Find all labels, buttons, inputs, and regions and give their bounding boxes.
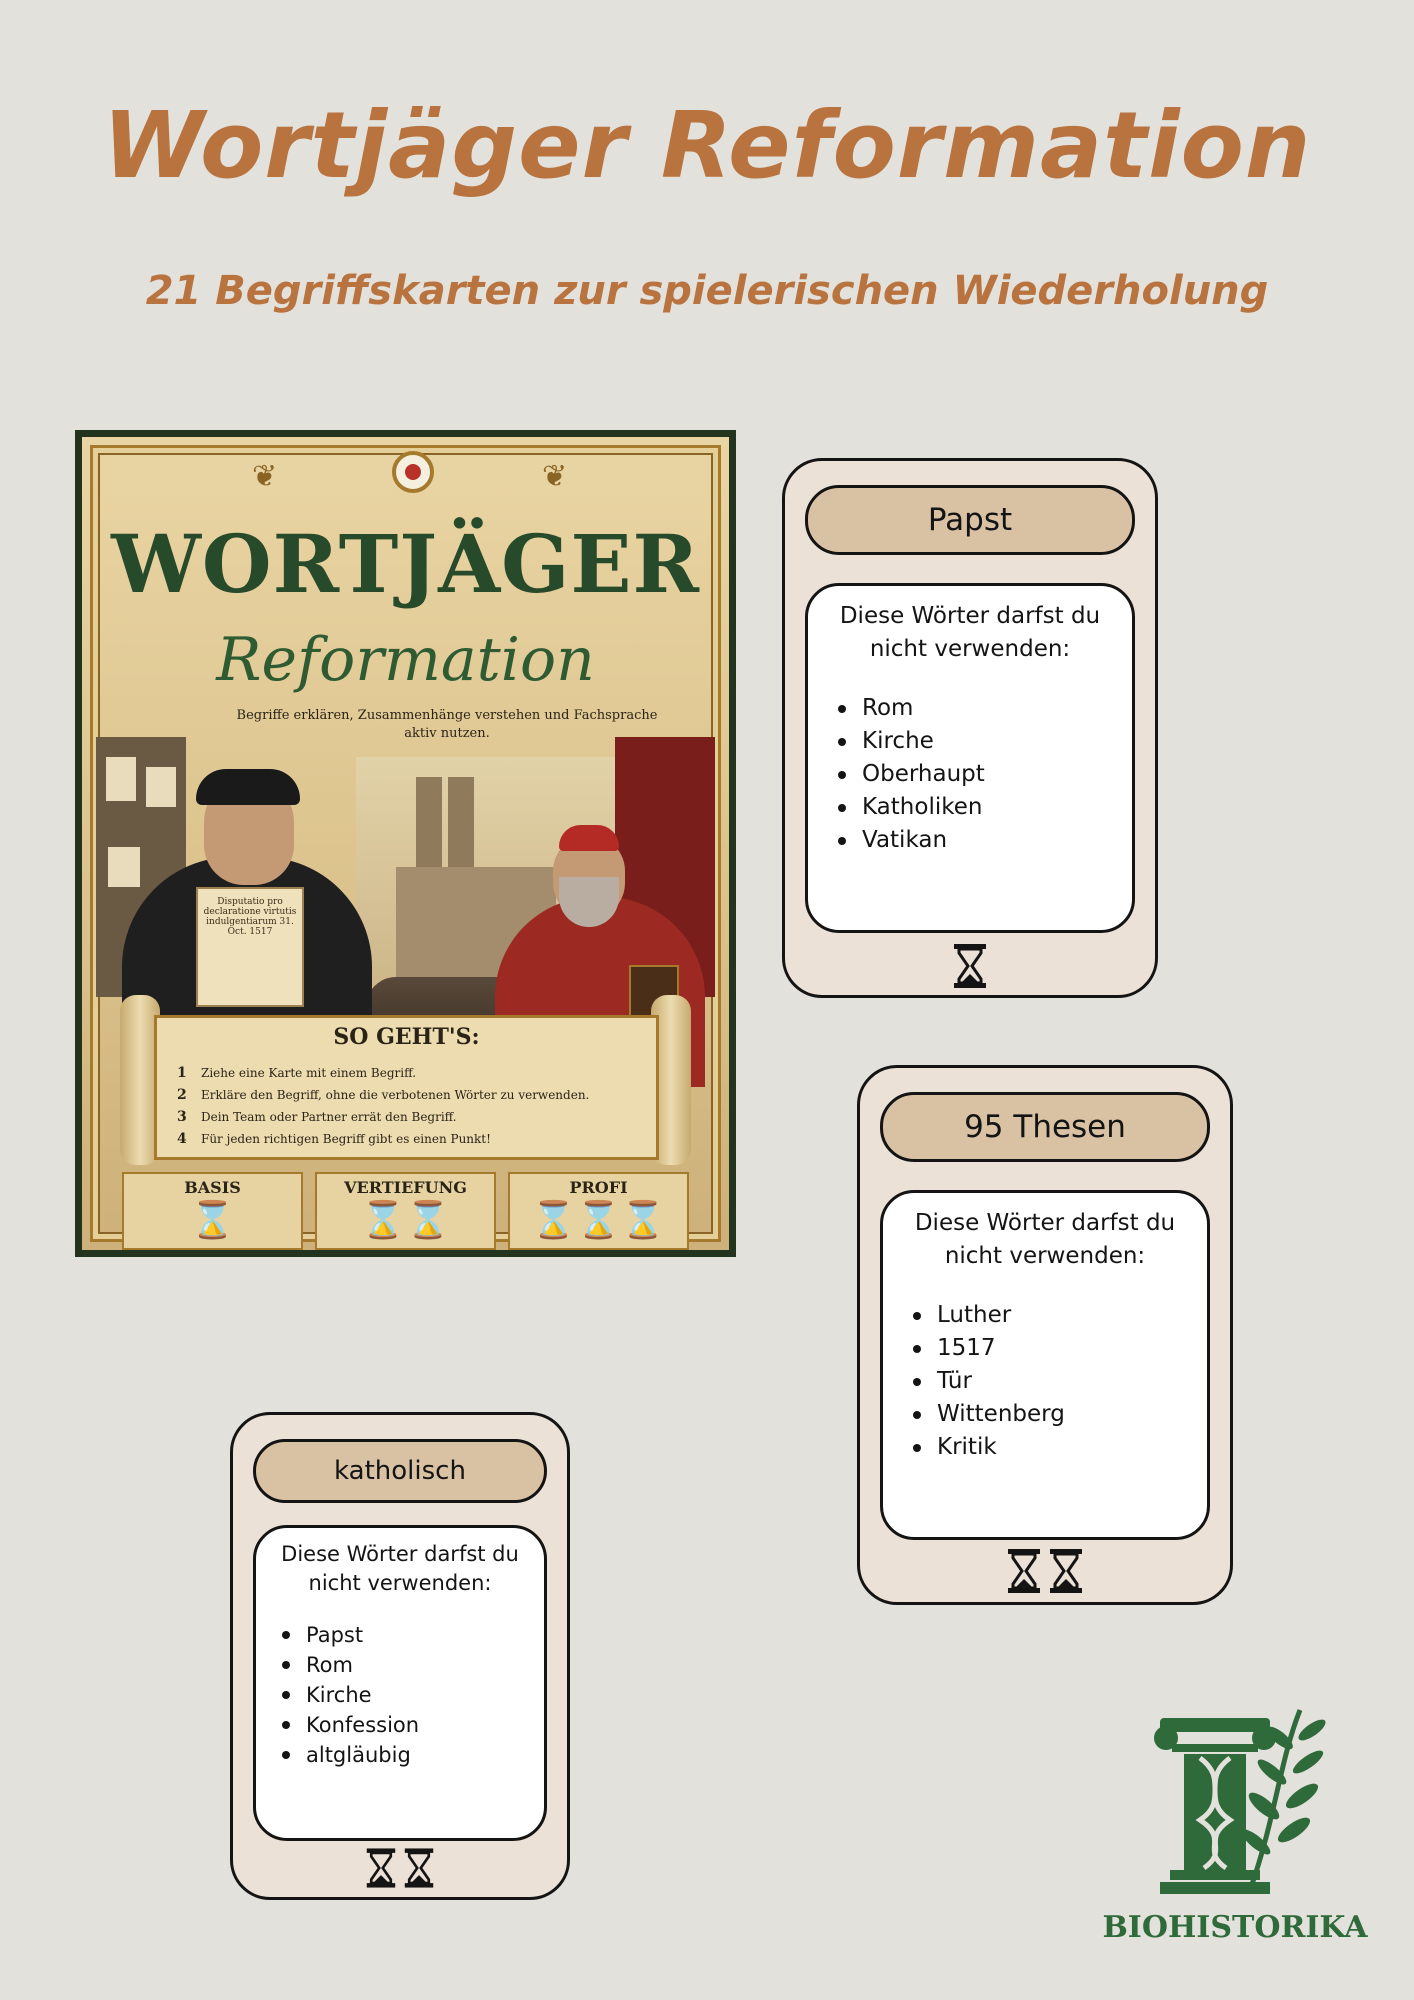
term-card xyxy=(857,1065,1233,1605)
cardinal-cap xyxy=(559,825,619,851)
page-subtitle: 21 Begriffskarten zur spielerischen Wiederholung xyxy=(145,268,1269,314)
forbidden-word: Tür xyxy=(937,1365,1207,1398)
forbidden-word: Rom xyxy=(862,692,1132,725)
hourglass-icon xyxy=(403,1847,435,1889)
howto-step: 2 Erkläre den Begriff, ohne die verbotenen Wörter zu verwenden. xyxy=(177,1087,590,1103)
level-vertiefung: VERTIEFUNG ⌛⌛ xyxy=(315,1172,496,1250)
forbidden-word: altgläubig xyxy=(306,1740,544,1770)
term-card xyxy=(782,458,1158,998)
howto-heading: SO GEHT'S: xyxy=(333,1024,480,1050)
term-card xyxy=(230,1412,570,1900)
card-intro: Diese Wörter darfst du nicht verwenden: xyxy=(281,1542,519,1595)
poster-script-title: Reformation xyxy=(216,625,595,695)
column-dna-leaf-icon xyxy=(1100,1700,1370,1900)
forbidden-word: Luther xyxy=(937,1299,1207,1332)
forbidden-word-list xyxy=(883,1299,1207,1464)
howto-step: 1 Ziehe eine Karte mit einem Begriff. xyxy=(177,1065,417,1081)
difficulty-indicator xyxy=(233,1847,567,1889)
card-forbidden-box xyxy=(805,583,1135,933)
forbidden-word: Rom xyxy=(306,1650,544,1680)
hourglass-icon xyxy=(1006,1548,1042,1594)
forbidden-word: Papst xyxy=(306,1620,544,1650)
forbidden-word: Katholiken xyxy=(862,791,1132,824)
luther-cap xyxy=(196,769,300,805)
hourglass-icon xyxy=(1048,1548,1084,1594)
hourglass-icon: ⌛ xyxy=(190,1200,235,1241)
forbidden-word: 1517 xyxy=(937,1332,1207,1365)
cover-poster xyxy=(75,430,736,1257)
forbidden-word: Wittenberg xyxy=(937,1398,1207,1431)
forbidden-word: Kirche xyxy=(306,1680,544,1710)
card-term: Papst xyxy=(805,485,1135,555)
brand-logo xyxy=(1100,1700,1370,1960)
forbidden-word: Konfession xyxy=(306,1710,544,1740)
card-forbidden-box xyxy=(880,1190,1210,1540)
brand-name: BIOHISTORIKA xyxy=(1102,1910,1368,1945)
forbidden-word: Vatikan xyxy=(862,824,1132,857)
card-term: katholisch xyxy=(253,1439,547,1503)
flourish-ornament-icon: ❦ xyxy=(252,459,278,494)
hourglass-icon: ⌛⌛⌛ xyxy=(531,1200,666,1241)
card-forbidden-box xyxy=(253,1525,547,1841)
flourish-ornament-icon: ❦ xyxy=(542,459,568,494)
forbidden-word-list xyxy=(256,1620,544,1770)
poster-tagline: Begriffe erklären, Zusammenhänge verstehen und Fachsprache aktiv nutzen. xyxy=(236,708,658,741)
hourglass-icon: ⌛⌛ xyxy=(360,1200,451,1241)
luther-rose-icon xyxy=(392,451,434,493)
page-title: Wortjäger Reformation xyxy=(102,92,1312,199)
howto-step: 4 Für jeden richtigen Begriff gibt es einen Punkt! xyxy=(177,1131,491,1147)
forbidden-word: Oberhaupt xyxy=(862,758,1132,791)
hourglass-icon xyxy=(952,943,988,989)
difficulty-indicator xyxy=(860,1548,1230,1594)
difficulty-levels xyxy=(122,1172,689,1250)
howto-scroll xyxy=(154,1015,659,1160)
howto-steps xyxy=(177,1062,646,1150)
forbidden-word: Kritik xyxy=(937,1431,1207,1464)
forbidden-word-list xyxy=(808,692,1132,857)
theses-document: Disputatio pro declaratione virtutis indulgentiarum 31. Oct. 1517 xyxy=(196,887,304,1007)
card-intro: Diese Wörter darfst du nicht verwenden: xyxy=(839,603,1101,662)
howto-step: 3 Dein Team oder Partner errät den Begriff. xyxy=(177,1109,457,1125)
forbidden-word: Kirche xyxy=(862,725,1132,758)
card-intro: Diese Wörter darfst du nicht verwenden: xyxy=(914,1210,1176,1269)
level-profi: PROFI ⌛⌛⌛ xyxy=(508,1172,689,1250)
difficulty-indicator xyxy=(785,943,1155,989)
level-basis: BASIS ⌛ xyxy=(122,1172,303,1250)
card-term: 95 Thesen xyxy=(880,1092,1210,1162)
poster-title: WORTJÄGER xyxy=(111,517,700,611)
hourglass-icon xyxy=(365,1847,397,1889)
